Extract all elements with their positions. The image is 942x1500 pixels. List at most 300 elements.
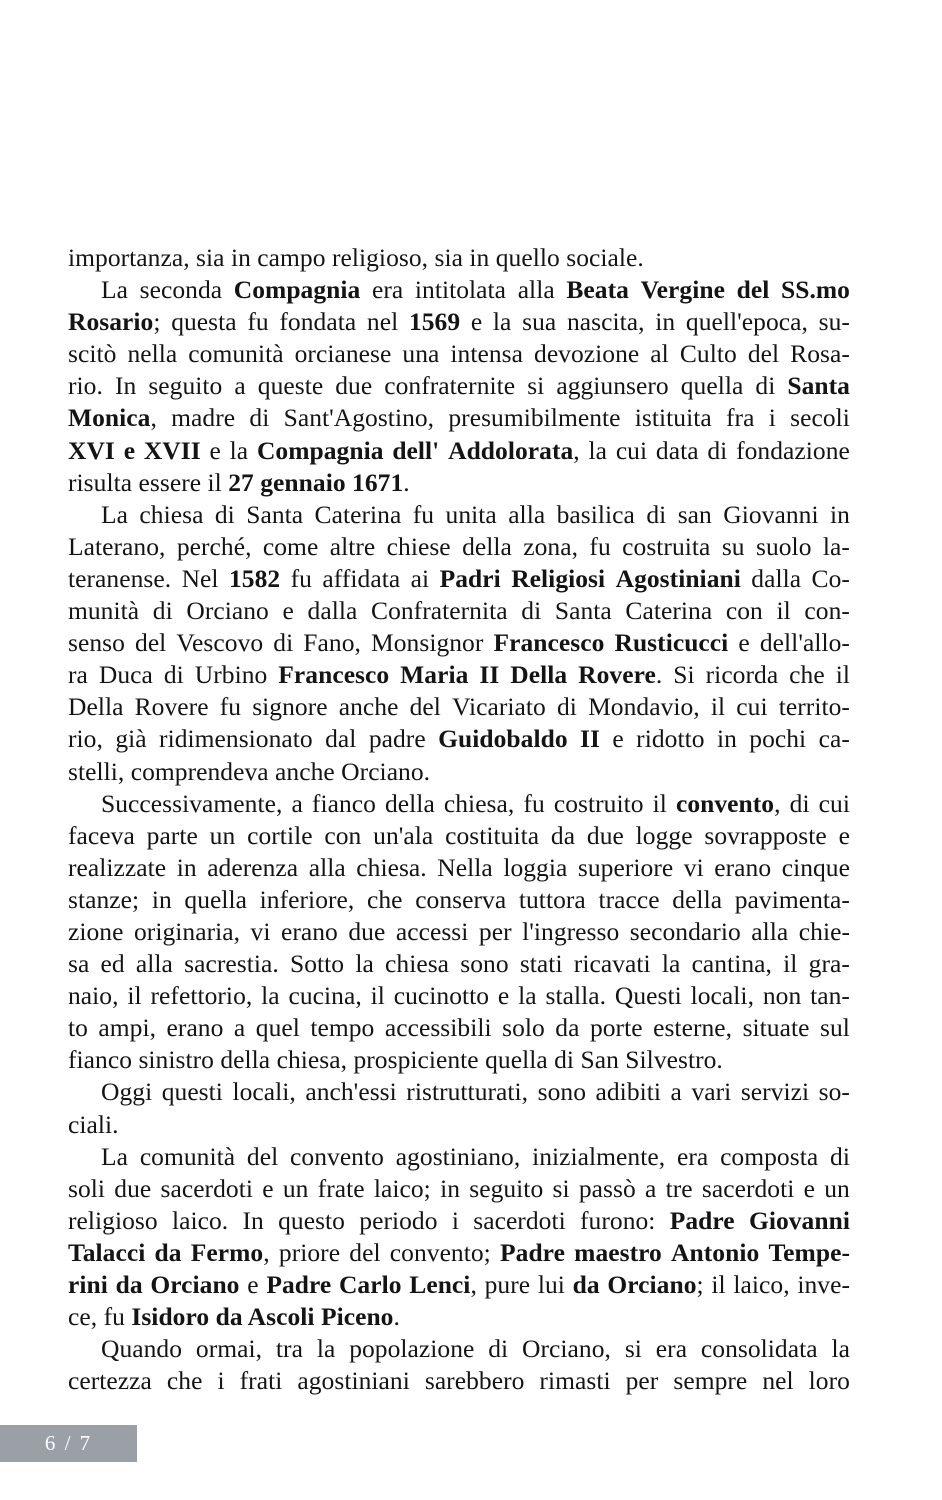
word: per (625, 1366, 659, 1396)
word: cucinotto (393, 981, 490, 1011)
word: Rosario; (68, 307, 161, 337)
word: Maria (400, 660, 469, 690)
word: sono (460, 949, 509, 979)
word: di (214, 499, 235, 529)
word: di (830, 1141, 850, 1171)
word: Urbino (194, 660, 268, 690)
word: certezza (68, 1366, 152, 1396)
word: la (316, 1334, 336, 1364)
word: due (114, 1173, 152, 1203)
word: di (163, 660, 184, 690)
word: chiesa (385, 949, 450, 979)
word: so- (818, 1077, 850, 1107)
text-line (68, 1109, 850, 1141)
word: di (789, 788, 810, 818)
word: SS.mo (781, 275, 850, 305)
word: si (552, 1173, 570, 1203)
word: erano (714, 852, 772, 882)
word: san (677, 499, 712, 529)
word: pure (484, 1270, 531, 1299)
word: Santa (554, 596, 612, 626)
word: frati (239, 1366, 283, 1396)
word: dalla (307, 596, 358, 626)
word: si (624, 1334, 642, 1364)
page-number-label: 6 / 7 (44, 1431, 93, 1455)
word: nascita, (567, 307, 645, 337)
word: laico, (733, 1270, 790, 1299)
word: di (707, 435, 728, 465)
word: Giovanni (723, 499, 819, 529)
word: questa (171, 307, 237, 337)
justified-line (68, 852, 850, 884)
word: Rusticucci (614, 628, 729, 658)
word: priore (278, 1237, 341, 1267)
word: con- (804, 596, 850, 626)
word: confraternite (384, 371, 516, 401)
justified-line (101, 274, 850, 306)
word: accessi (395, 916, 469, 946)
word: del (246, 1141, 279, 1171)
justified-line (68, 402, 850, 434)
word: e (262, 1173, 274, 1203)
word: Francesco (278, 660, 390, 690)
justified-line (68, 338, 850, 370)
justified-line (68, 820, 850, 852)
word: maestro (574, 1237, 662, 1267)
word: fu (523, 788, 545, 818)
word: tempo (310, 1013, 375, 1043)
word: costruita (622, 531, 711, 561)
word: affidata (322, 563, 401, 593)
text-line (68, 531, 850, 563)
word: Monica, (68, 403, 157, 433)
word: Lenci, (409, 1270, 477, 1299)
text-line (68, 370, 850, 402)
word: Della (68, 692, 124, 722)
word: del (135, 628, 167, 658)
word: un (282, 1173, 309, 1203)
word: che (366, 884, 403, 914)
word: Religiosi (511, 563, 606, 593)
word: ridotto (636, 724, 705, 754)
word: alla (517, 275, 555, 305)
word: Sant'Agostino, (283, 403, 435, 433)
word: zione (68, 916, 124, 946)
word: Compagnia (233, 275, 361, 305)
word: fu (412, 499, 435, 529)
word: del (747, 339, 780, 369)
word: intensa (450, 339, 523, 369)
word: era (655, 1334, 688, 1364)
word: e (282, 596, 294, 626)
word: munità (68, 596, 140, 626)
word: ra (68, 660, 88, 690)
word: la (588, 435, 608, 465)
word: a (291, 788, 303, 818)
word: costituita (445, 820, 540, 850)
word: Beata (566, 275, 629, 305)
word: due (586, 820, 624, 850)
word: sacerdoti (701, 1173, 795, 1203)
word: su (721, 531, 745, 561)
text-line (68, 756, 850, 788)
word: stati (519, 949, 563, 979)
word: popolazione (349, 1334, 475, 1364)
word: servizi (740, 1077, 810, 1107)
text-line (68, 723, 850, 755)
justified-line (68, 435, 850, 467)
word: Compagnia (256, 435, 384, 465)
word: di (521, 596, 542, 626)
word: II (479, 660, 500, 690)
plain-text: . (403, 467, 410, 497)
word: La (101, 275, 128, 305)
word: a (233, 1013, 246, 1043)
word: logge (635, 820, 693, 850)
word: adibiti (595, 1077, 662, 1107)
word: era (676, 1141, 709, 1171)
word: religioso (68, 1205, 158, 1235)
word: II (580, 724, 600, 754)
plain-text: ce, fu (68, 1302, 132, 1332)
text-line (68, 595, 850, 627)
word: il (783, 949, 798, 979)
word: per (478, 916, 512, 946)
word: quel (255, 1013, 300, 1043)
word: erano (280, 916, 338, 946)
word: sa (68, 949, 90, 979)
word: inferiore, (259, 884, 355, 914)
word: sacrestia. (184, 949, 279, 979)
body-text-block (68, 242, 850, 1397)
word: a (670, 1077, 682, 1107)
word: alla (508, 499, 546, 529)
word: i (217, 1366, 225, 1396)
word: basilica (556, 499, 635, 529)
word: Agostiniani (615, 563, 741, 593)
justified-line (68, 595, 850, 627)
word: di (755, 371, 776, 401)
word: naio, (68, 981, 119, 1011)
word: Vergine (640, 275, 725, 305)
word: soli (68, 1173, 106, 1203)
word: il (776, 596, 791, 626)
emphasis-text: 27 gennaio 1671 (228, 467, 404, 497)
word: rini (68, 1270, 108, 1299)
word: secoli (790, 403, 850, 433)
word: chiese (386, 531, 451, 561)
word: come (262, 531, 319, 561)
justified-line (68, 884, 850, 916)
word: anch'essi (305, 1077, 397, 1107)
word: da (550, 820, 576, 850)
word: Guidobaldo (438, 724, 568, 754)
word: dell'allo- (759, 628, 850, 658)
word: pochi (749, 724, 807, 754)
word: Laterano, (68, 531, 166, 561)
word: originaria, (133, 916, 241, 946)
word: e (123, 435, 136, 465)
word: Carlo (338, 1270, 402, 1299)
word: quell'epoca, (685, 307, 808, 337)
word: il (711, 1270, 726, 1299)
word: da (555, 1013, 580, 1043)
word: Rosa- (790, 339, 850, 369)
word: da (154, 1237, 182, 1267)
justified-line (101, 1076, 850, 1108)
emphasis-text: Isidoro da Ascoli Piceno (131, 1302, 394, 1332)
word: conserva (415, 884, 507, 914)
word: fra (726, 403, 755, 433)
word: seguito (148, 371, 223, 401)
word: Antonio (671, 1237, 760, 1267)
word: questi (161, 1077, 223, 1107)
word: queste (257, 371, 324, 401)
word: Co- (811, 563, 850, 593)
word: a (644, 1173, 657, 1203)
text-line (68, 852, 850, 884)
word: zona, (523, 531, 579, 561)
text-line (68, 274, 850, 306)
word: chiesa (139, 499, 204, 529)
word: Caterina (314, 499, 402, 529)
word: fianco (311, 788, 376, 818)
justified-line (68, 306, 850, 338)
word: chie- (798, 916, 850, 946)
word: furono: (580, 1205, 656, 1235)
text-line (68, 1173, 850, 1205)
word: l'ingresso (522, 916, 620, 946)
word: il (835, 660, 850, 690)
word: da (115, 1270, 143, 1299)
text-line (68, 659, 850, 691)
word: in (440, 1173, 460, 1203)
word: da (572, 1270, 600, 1299)
word: Santa (246, 499, 304, 529)
text-line (68, 563, 850, 595)
word: seguito (469, 1173, 544, 1203)
word: sacerdoti (160, 1173, 253, 1203)
word: Culto (679, 339, 737, 369)
word: Giovanni (748, 1205, 850, 1235)
word: dal (325, 724, 357, 754)
word: faceva (68, 820, 135, 850)
text-line (68, 1365, 850, 1397)
text-line (68, 820, 850, 852)
word: intitolata (414, 275, 507, 305)
word: aggiunsero (556, 371, 669, 401)
word: che (789, 660, 825, 690)
text-line (68, 242, 850, 274)
word: il (370, 981, 385, 1011)
word: padre (368, 724, 426, 754)
plain-text: . (393, 1302, 400, 1332)
word: di (646, 499, 667, 529)
word: a (234, 371, 246, 401)
word: ampi, (98, 1013, 157, 1043)
word: Quando (101, 1334, 183, 1364)
word: ristrutturati, (406, 1077, 529, 1107)
word: Orciano, (522, 1334, 611, 1364)
text-line (68, 916, 850, 948)
word: suolo (755, 531, 812, 561)
text-line (68, 467, 850, 499)
word: La (101, 1141, 128, 1171)
word: sovrapposte (704, 820, 827, 850)
word: al (650, 339, 669, 369)
word: era (371, 275, 404, 305)
word: del (736, 275, 770, 305)
word: ai (410, 563, 430, 593)
text-line (68, 691, 850, 723)
word: seconda (139, 275, 223, 305)
word: Francesco (493, 628, 605, 658)
word: e (470, 307, 483, 337)
word: Questi (614, 981, 682, 1011)
text-line (68, 1301, 850, 1333)
word: nella (127, 339, 178, 369)
word: altre (329, 531, 376, 561)
word: questo (278, 1205, 345, 1235)
justified-line (101, 499, 850, 531)
word: Successivamente, (101, 788, 283, 818)
word: che (166, 1366, 203, 1396)
word: vari (691, 1077, 732, 1107)
word: tracce (598, 884, 660, 914)
word: costruito (553, 788, 644, 818)
word: teranense. (68, 563, 172, 593)
justified-line (68, 370, 850, 402)
word: la- (822, 531, 850, 561)
word: locali, (232, 1077, 296, 1107)
word: convento, (675, 788, 781, 818)
word: e (838, 820, 850, 850)
word: convento (290, 1141, 384, 1171)
word: il (710, 692, 726, 722)
justified-line (101, 788, 850, 820)
word: Padre (669, 1205, 735, 1235)
plain-text: fianco sinistro della chiesa, prospiciente quella di San Silvestro. (68, 1045, 723, 1075)
word: comunità (139, 1141, 236, 1171)
word: loggia (503, 852, 568, 882)
word: ricavati (573, 949, 651, 979)
word: to (68, 1013, 88, 1043)
word: istituita (634, 403, 712, 433)
word: Talacci (68, 1237, 146, 1267)
word: agostiniani (297, 1366, 410, 1396)
word: passò (578, 1173, 636, 1203)
word: accessibili (384, 1013, 492, 1043)
justified-line (68, 723, 850, 755)
justified-line (68, 1173, 850, 1205)
justified-line (68, 1269, 850, 1301)
word: Padre (266, 1270, 332, 1299)
word: la (492, 307, 512, 337)
word: quella (184, 884, 248, 914)
justified-line (68, 691, 850, 723)
word: la (261, 981, 280, 1011)
word: i (451, 1205, 459, 1235)
word: Rovere. (578, 660, 663, 690)
word: fondazione (736, 435, 850, 465)
justified-line (68, 1237, 850, 1269)
word: sempre (673, 1366, 748, 1396)
word: sacerdoti (473, 1205, 566, 1235)
word: vi (250, 916, 271, 946)
word: fondata (279, 307, 357, 337)
word: Tempe- (768, 1237, 850, 1267)
word: alla (751, 916, 789, 946)
word: si (527, 371, 545, 401)
text-line (68, 788, 850, 820)
word: In (114, 371, 137, 401)
justified-line (68, 948, 850, 980)
word: Padre (500, 1237, 565, 1267)
justified-line (68, 563, 850, 595)
word: cui (818, 788, 850, 818)
word: perché, (176, 531, 252, 561)
word: situate (742, 1013, 810, 1043)
plain-text: risulta essere il (68, 467, 229, 497)
word: 1569 (408, 307, 461, 337)
word: La (101, 499, 128, 529)
word: devozione (534, 339, 640, 369)
word: di (557, 692, 577, 722)
word: della (462, 531, 512, 561)
word: dalla (751, 563, 802, 593)
plain-text: stelli, comprendeva anche Orciano. (68, 756, 431, 786)
word: fu (219, 692, 242, 722)
text-line (68, 627, 850, 659)
word: anche (338, 692, 399, 722)
word: e (803, 1173, 815, 1203)
word: Si (673, 660, 695, 690)
justified-line (68, 980, 850, 1012)
word: superiore (577, 852, 674, 882)
word: Orciano (150, 1270, 240, 1299)
word: della (672, 884, 723, 914)
word: Sotto (290, 949, 345, 979)
word: cortile (247, 820, 313, 850)
page-number-band (0, 1425, 137, 1462)
word: Confraternita (371, 596, 508, 626)
text-line (68, 402, 850, 434)
word: in (151, 884, 172, 914)
word: Oggi (101, 1077, 153, 1107)
word: madre (171, 403, 236, 433)
word: laico. (171, 1205, 229, 1235)
text-line (68, 1237, 850, 1269)
word: rio. (68, 371, 103, 401)
word: Duca (98, 660, 153, 690)
word: il (127, 981, 142, 1011)
word: sua (522, 307, 557, 337)
word: di (273, 628, 294, 658)
word: la (355, 949, 374, 979)
text-line (68, 980, 850, 1012)
justified-line (68, 1012, 850, 1044)
word: Orciano; (607, 1270, 704, 1299)
word: cinque (781, 852, 850, 882)
word: Fano, (303, 628, 361, 658)
word: secondario (629, 916, 741, 946)
word: stalla. (545, 981, 607, 1011)
text-line (68, 1333, 850, 1365)
word: locali, (690, 981, 754, 1011)
word: Nella (437, 852, 493, 882)
word: XVII (143, 435, 201, 465)
word: consolidata (700, 1334, 818, 1364)
